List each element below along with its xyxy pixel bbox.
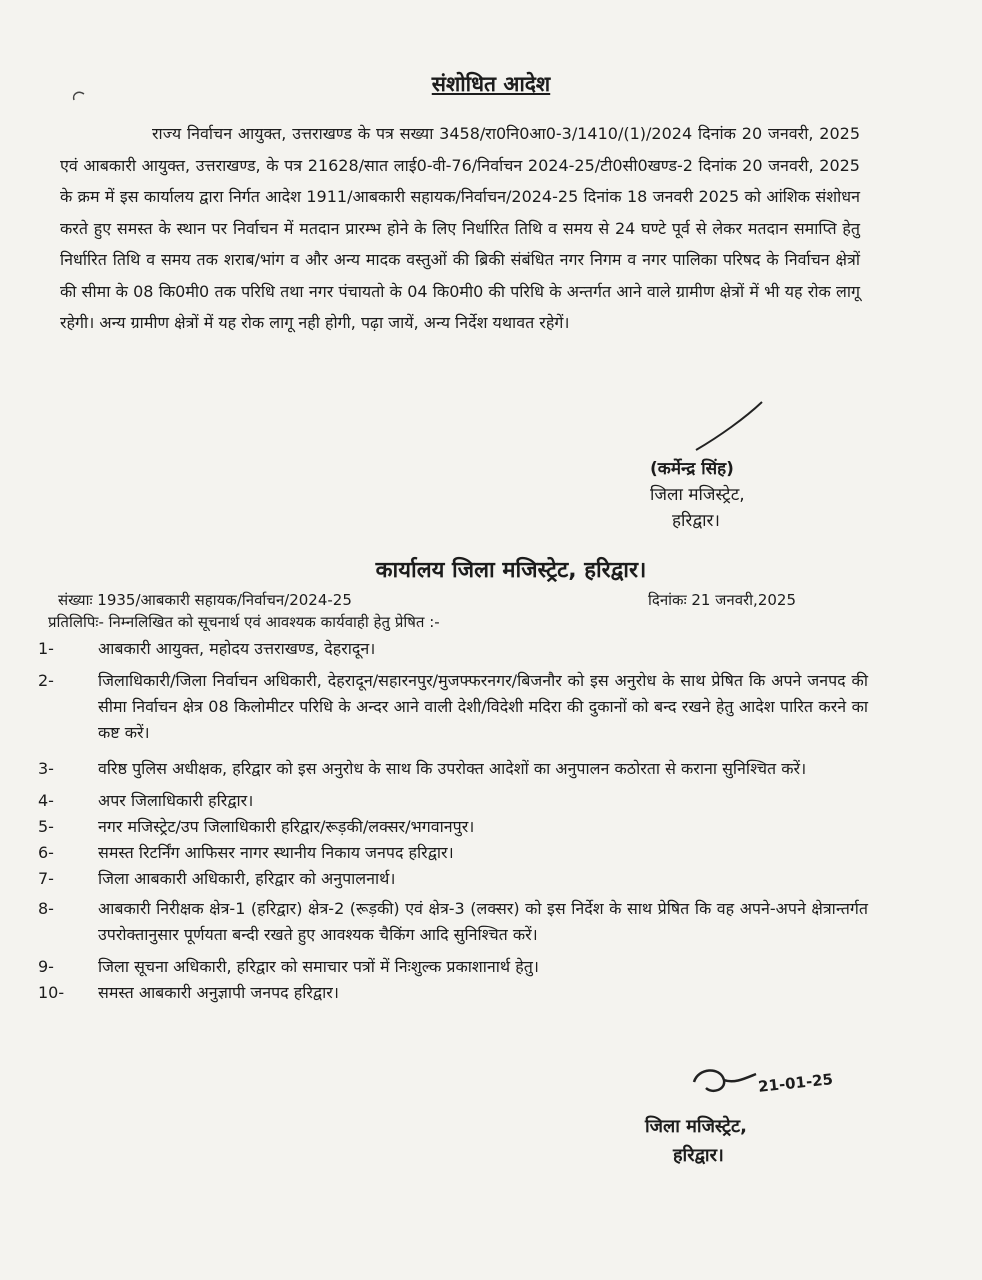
- list-item: 8- आबकारी निरीक्षक क्षेत्र-1 (हरिद्वार) क्षेत्र-2 (रूड़की) एवं क्षेत्र-3 (लक्सर) को इस निर्देश के साथ प्रेषित कि वह अपने-अपने क्षेत्रान्तर्गत उपरोक्तानुसार पूर्णयता बन्दी रखते हुए आवश्यक चैकिंग आदि सुनिश्चित करें।: [38, 899, 868, 944]
- signatory-designation: जिला मजिस्ट्रेट,: [645, 1116, 747, 1137]
- list-item: 6- समस्त रिटर्निंग आफिसर नागर स्थानीय निकाय जनपद हरिद्वार।: [38, 843, 454, 862]
- initials-signature-icon: [690, 1062, 760, 1102]
- document-title: संशोधित आदेश: [431, 72, 551, 96]
- order-date: दिनांकः 21 जनवरी,2025: [648, 591, 796, 609]
- reference-number: संख्याः 1935/आबकारी सहायक/निर्वाचन/2024-25: [58, 591, 352, 609]
- signatory-place: हरिद्वार।: [672, 511, 720, 531]
- signature-block-1: [650, 456, 745, 534]
- signature-stroke-icon: [690, 398, 770, 458]
- list-item: 2- जिलाधिकारी/जिला निर्वाचन अधिकारी, देहरादून/सहारनपुर/मुजफ्फरनगर/बिजनौर को इस अनुरोध के साथ प्रेषित कि अपने जनपद की सीमा निर्वाचन क्षेत्र 08 किलोमीटर परिधि के अन्दर आने वाली देशी/विदेशी मदिरा की दुकानों को बन्द रखने हेतु आदेश पारित करने का कष्ट करें।: [38, 671, 868, 742]
- signature-block-2: [645, 1112, 747, 1170]
- list-item: 9- जिला सूचना अधिकारी, हरिद्वार को समाचार पत्रों में निःशुल्क प्रकाशानार्थ हेतु।: [38, 957, 539, 976]
- list-item: 1- आबकारी आयुक्त, महोदय उत्तराखण्ड, देहरादून।: [38, 639, 376, 658]
- list-item: 3- वरिष्ठ पुलिस अधीक्षक, हरिद्वार को इस अनुरोध के साथ कि उपरोक्त आदेशों का अनुपालन कठोरता से कराना सुनिश्चित करें।: [38, 759, 807, 778]
- signatory-designation: जिला मजिस्ट्रेट,: [650, 485, 745, 505]
- office-heading: कार्यालय जिला मजिस्ट्रेट, हरिद्वार।: [375, 558, 647, 583]
- order-body-paragraph: राज्य निर्वाचन आयुक्त, उत्तराखण्ड के पत्र सख्या 3458/रा0नि0आ0-3/1410/(1)/2024 दिनांक 20 जनवरी, 2025 एवं आबकारी आयुक्त, उत्तराखण्ड, के पत्र 21628/सात लाई0-वी-76/निर्वाचन 2024-25/टी0सी0खण्ड-2 दिनांक 20 जनवरी, 2025 के क्रम में इस कार्यालय द्वारा निर्गत आदेश 1911/आबकारी सहायक/निर्वाचन/2024-25 दिनांक 18 जनवरी 2025 को आंशिक संशोधन करते हुए समस्त के स्थान पर निर्वाचन में मतदान प्रारम्भ होने के लिए निर्धारित तिथि व समय से 24 घण्टे पूर्व से लेकर मतदान समाप्ति हेतु निर्धारित तिथि व समय तक शराब/भांग व और अन्य मादक वस्तुओं की ब्रिकी संबंधित नगर निगम व नगर पालिका परिषद के निर्वाचन क्षेत्रों की सीमा के 08 कि0मी0 तक परिधि तथा नगर पंचायतो के 04 कि0मी0 की परिधि के अन्तर्गत आने वाले ग्रामीण क्षेत्रों में भी यह रोक लागू रहेगी। अन्य ग्रामीण क्षेत्रों में यह रोक लागू नही होगी, पढ़ा जायें, अन्य निर्देश यथावत रहेगें।: [60, 124, 860, 332]
- signatory-name: (कर्मेन्द्र सिंह): [650, 459, 734, 479]
- list-item: 7- जिला आबकारी अधिकारी, हरिद्वार को अनुपालनार्थ।: [38, 869, 396, 888]
- list-item: 10- समस्त आबकारी अनुज्ञापी जनपद हरिद्वार।: [38, 983, 339, 1002]
- copy-to-heading: प्रतिलिपिः- निम्नलिखित को सूचनार्थ एवं आवश्यक कार्यवाही हेतु प्रेषित :-: [48, 613, 440, 631]
- signatory-place: हरिद्वार।: [673, 1145, 724, 1166]
- recipient-list: [38, 636, 868, 1006]
- initials-date: 21-01-25: [757, 1070, 834, 1096]
- corner-mark-icon: [70, 88, 90, 104]
- list-item: 4- अपर जिलाधिकारी हरिद्वार।: [38, 791, 254, 810]
- list-item: 5- नगर मजिस्ट्रेट/उप जिलाधिकारी हरिद्वार/रूड़की/लक्सर/भगवानपुर।: [38, 817, 475, 836]
